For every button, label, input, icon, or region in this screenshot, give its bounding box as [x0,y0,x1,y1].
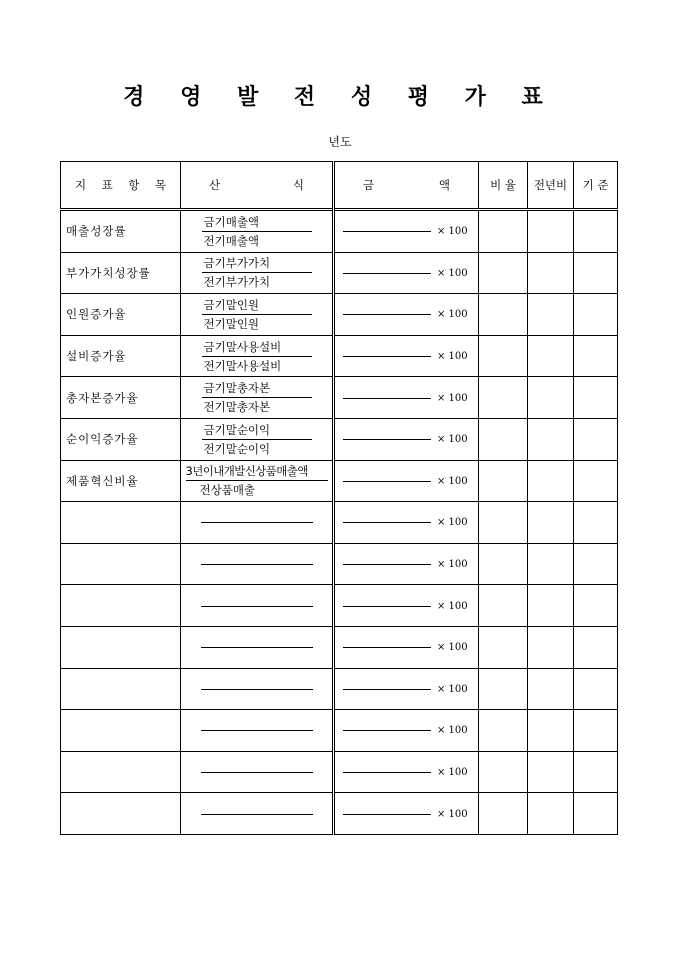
formula-cell-blank[interactable] [181,585,334,627]
indicator-name: 제품혁신비율 [61,460,181,502]
indicator-name-blank[interactable] [61,751,181,793]
prev-year-cell[interactable] [528,294,574,336]
ratio-cell[interactable] [479,668,528,710]
year-label: 년도 [328,135,352,149]
table-row [61,252,618,294]
header-item: 지 표 항 목 [61,162,181,210]
indicator-name-blank[interactable] [61,626,181,668]
page-title: 경 영 발 전 성 평 가 표 [123,84,557,110]
ratio-cell[interactable] [479,710,528,752]
multiplier-label: × 100 [437,642,468,654]
standard-cell[interactable] [574,377,618,419]
amount-line [343,564,431,565]
ratio-cell[interactable] [479,294,528,336]
formula-blank-line [201,814,313,815]
formula-numerator: 금기매출액 [202,214,312,232]
amount-line [343,481,431,482]
formula-fraction [202,214,312,249]
formula-fraction [186,463,328,498]
indicator-name-blank[interactable] [61,668,181,710]
formula-fraction [202,422,312,457]
ratio-cell[interactable] [479,335,528,377]
formula-numerator: 3년이내개발신상품매출액 [186,463,328,481]
formula-numerator: 금기부가가치 [202,255,312,273]
indicator-name: 인원증가율 [61,294,181,336]
ratio-cell[interactable] [479,751,528,793]
multiplier-label: × 100 [437,559,468,571]
standard-cell[interactable] [574,543,618,585]
ratio-cell[interactable] [479,418,528,460]
formula-denominator: 전기말인원 [203,316,260,331]
amount-cell[interactable] [334,210,479,253]
formula-denominator: 전기매출액 [203,233,260,248]
prev-year-cell[interactable] [528,543,574,585]
prev-year-cell[interactable] [528,626,574,668]
header-standard: 기 준 [574,162,618,210]
amount-line [343,814,431,815]
formula-cell [181,460,334,502]
formula-blank-line [201,647,313,648]
multiplier-label: × 100 [437,309,468,321]
indicator-name: 순이익증가율 [61,418,181,460]
ratio-cell[interactable] [479,377,528,419]
formula-cell [181,377,334,419]
formula-denominator: 전기말총자본 [203,400,271,415]
amount-cell[interactable] [334,793,479,835]
table-row [61,418,618,460]
amount-line [343,772,431,773]
indicator-name-blank[interactable] [61,710,181,752]
blank-row [61,668,618,710]
multiplier-label: × 100 [437,392,468,404]
multiplier-label: × 100 [437,767,468,779]
indicator-name: 부가가치성장률 [61,252,181,294]
formula-numerator: 금기말순이익 [202,422,312,440]
standard-cell[interactable] [574,626,618,668]
formula-cell-blank[interactable] [181,793,334,835]
multiplier-label: × 100 [437,267,468,279]
blank-row [61,793,618,835]
header-formula: 산 식 [181,162,334,210]
prev-year-cell[interactable] [528,710,574,752]
indicator-name: 설비증가율 [61,335,181,377]
amount-line [343,231,431,232]
amount-cell[interactable] [334,668,479,710]
amount-line [343,522,431,523]
ratio-cell[interactable] [479,460,528,502]
amount-line [343,398,431,399]
amount-cell[interactable] [334,335,479,377]
amount-line [343,730,431,731]
multiplier-label: × 100 [437,808,468,820]
prev-year-cell[interactable] [528,502,574,544]
formula-fraction [202,297,312,332]
formula-fraction [202,380,312,415]
blank-row [61,543,618,585]
blank-row [61,751,618,793]
header-ratio: 비 율 [479,162,528,210]
formula-blank-line [201,606,313,607]
table-row [61,377,618,419]
amount-cell[interactable] [334,585,479,627]
evaluation-table [60,161,618,835]
multiplier-label: × 100 [437,600,468,612]
amount-cell[interactable] [334,460,479,502]
prev-year-cell[interactable] [528,751,574,793]
amount-line [343,439,431,440]
table-row [61,210,618,253]
amount-cell[interactable] [334,377,479,419]
amount-line [343,273,431,274]
amount-cell[interactable] [334,252,479,294]
ratio-cell[interactable] [479,793,528,835]
blank-row [61,502,618,544]
multiplier-label: × 100 [437,434,468,446]
formula-cell [181,210,334,253]
standard-cell[interactable] [574,252,618,294]
standard-cell[interactable] [574,751,618,793]
standard-cell[interactable] [574,460,618,502]
standard-cell[interactable] [574,585,618,627]
multiplier-label: × 100 [437,725,468,737]
indicator-name-blank[interactable] [61,793,181,835]
formula-cell [181,294,334,336]
prev-year-cell[interactable] [528,377,574,419]
formula-cell [181,418,334,460]
amount-cell[interactable] [334,502,479,544]
amount-cell[interactable] [334,543,479,585]
formula-denominator: 전기부가가치 [203,275,271,290]
formula-cell-blank[interactable] [181,751,334,793]
formula-cell-blank[interactable] [181,710,334,752]
prev-year-cell[interactable] [528,210,574,253]
formula-fraction [202,255,312,290]
amount-cell[interactable] [334,751,479,793]
ratio-cell[interactable] [479,252,528,294]
formula-cell [181,335,334,377]
formula-denominator: 전상품매출 [199,483,256,498]
ratio-cell[interactable] [479,585,528,627]
formula-blank-line [201,689,313,690]
amount-line [343,647,431,648]
amount-line [343,689,431,690]
prev-year-cell[interactable] [528,252,574,294]
prev-year-cell[interactable] [528,585,574,627]
header-prev-year: 전년비 [528,162,574,210]
formula-blank-line [201,522,313,523]
ratio-cell[interactable] [479,626,528,668]
table-header-row [61,162,618,210]
standard-cell[interactable] [574,710,618,752]
ratio-cell[interactable] [479,502,528,544]
indicator-name: 총자본증가율 [61,377,181,419]
standard-cell[interactable] [574,418,618,460]
blank-row [61,710,618,752]
multiplier-label: × 100 [437,226,468,238]
table-row [61,335,618,377]
multiplier-label: × 100 [437,475,468,487]
standard-cell[interactable] [574,502,618,544]
multiplier-label: × 100 [437,517,468,529]
standard-cell[interactable] [574,294,618,336]
table-row [61,460,618,502]
amount-line [343,356,431,357]
standard-cell[interactable] [574,668,618,710]
indicator-name-blank[interactable] [61,543,181,585]
formula-numerator: 금기말인원 [202,297,312,315]
amount-cell[interactable] [334,418,479,460]
indicator-name: 매출성장률 [61,210,181,253]
amount-cell[interactable] [334,626,479,668]
amount-cell[interactable] [334,710,479,752]
indicator-name-blank[interactable] [61,502,181,544]
formula-cell-blank[interactable] [181,543,334,585]
prev-year-cell[interactable] [528,668,574,710]
formula-blank-line [201,772,313,773]
multiplier-label: × 100 [437,683,468,695]
ratio-cell[interactable] [479,210,528,253]
prev-year-cell[interactable] [528,335,574,377]
amount-line [343,606,431,607]
multiplier-label: × 100 [437,351,468,363]
prev-year-cell[interactable] [528,418,574,460]
header-amount: 금 액 [334,162,479,210]
formula-cell [181,252,334,294]
formula-cell-blank[interactable] [181,626,334,668]
blank-row [61,626,618,668]
indicator-name-blank[interactable] [61,585,181,627]
table-row [61,294,618,336]
standard-cell[interactable] [574,335,618,377]
prev-year-cell[interactable] [528,793,574,835]
formula-blank-line [201,730,313,731]
formula-numerator: 금기말총자본 [202,380,312,398]
formula-cell-blank[interactable] [181,668,334,710]
formula-numerator: 금기말사용설비 [202,339,312,357]
standard-cell[interactable] [574,793,618,835]
formula-denominator: 전기말사용설비 [203,358,282,373]
formula-cell-blank[interactable] [181,502,334,544]
formula-fraction [202,339,312,374]
ratio-cell[interactable] [479,543,528,585]
prev-year-cell[interactable] [528,460,574,502]
amount-line [343,314,431,315]
standard-cell[interactable] [574,210,618,253]
formula-blank-line [201,564,313,565]
formula-denominator: 전기말순이익 [203,441,271,456]
blank-row [61,585,618,627]
amount-cell[interactable] [334,294,479,336]
